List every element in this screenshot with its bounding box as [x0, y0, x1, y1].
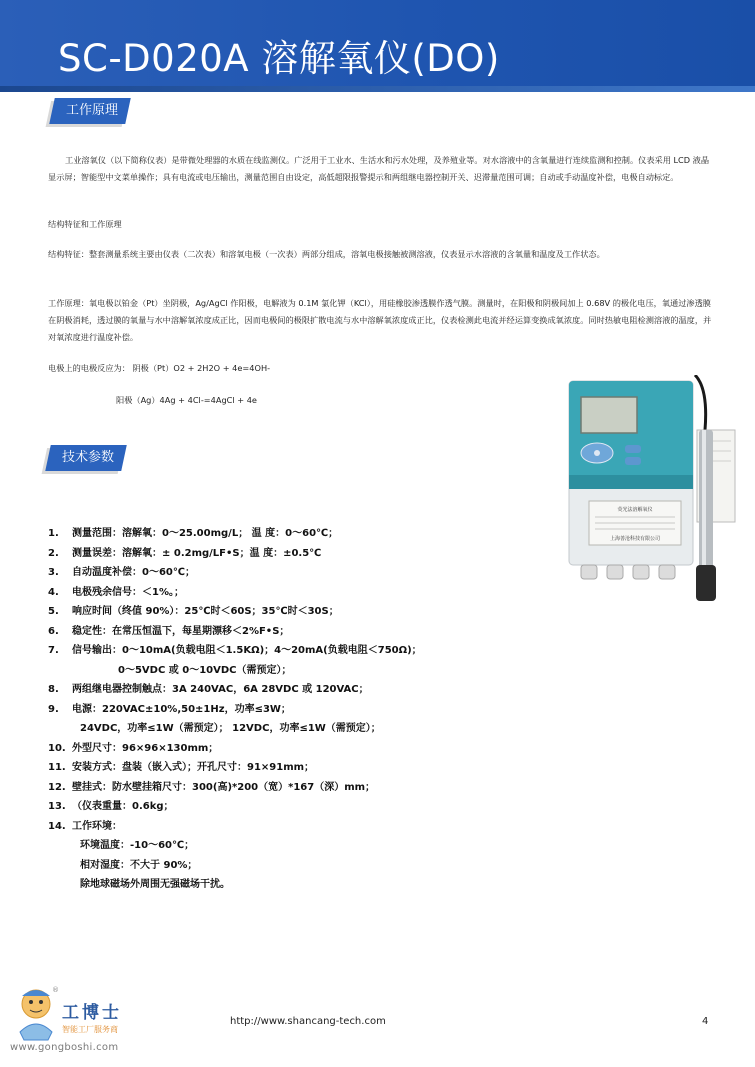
spec-number: 9.: [48, 703, 59, 715]
spec-list: [48, 524, 528, 895]
section-tag-principle-label: 工作原理: [66, 103, 119, 118]
spec-text: 测量误差：溶解氧：± 0.2mg/LF•S；温 度：±0.5℃: [72, 547, 322, 559]
environment-temperature: 环境温度：-10～60℃；: [80, 840, 195, 851]
spec-number: 8.: [48, 684, 59, 695]
spec-text: 电极残余信号：＜1%。；: [72, 586, 184, 598]
spec-text: 壁挂式：防水壁挂箱尺寸：300(高)*200（宽）*167（深）mm；: [72, 781, 376, 793]
spec-number: 14.: [48, 820, 66, 832]
spec-number: 12.: [48, 781, 66, 793]
nameplate-maker: 上海善沧科技有限公司: [609, 536, 661, 542]
menu-key: [625, 445, 641, 453]
cable-gland: [633, 565, 649, 579]
structure-paragraph: 结构特征：整套测量系统主要由仪表（二次表）和溶氧电极（一次表）两部分组成，溶氧电极接触被测溶液，仪表显示水溶液的含氧量和温度及工作状态。: [48, 249, 605, 259]
sensor-tip: [696, 565, 716, 601]
cable-gland: [659, 565, 675, 579]
section-tag-specs-label: 技术参数: [62, 450, 115, 465]
spec-text: 测量范围：溶解氧：0～25.00mg/L； 温 度：0～60℃；: [72, 528, 339, 539]
spec-number: 5.: [48, 606, 59, 617]
spec-text: 响应时间（终值 90%）：25℃时＜60S；35℃时＜30S；: [72, 606, 339, 617]
spec-text: 电源：220VAC±10%,50±1Hz，功率≤3W；: [72, 703, 291, 715]
spec-number: 11.: [48, 762, 66, 773]
spec-text: 信号输出：0～10mA(负载电阻＜1.5KΩ)；4～20mA(负载电阻＜750Ω)；: [72, 645, 422, 656]
page-title: SC-D020A 溶解氧仪(DO): [58, 37, 500, 80]
page-number: 4: [702, 1016, 709, 1027]
spec-item: [48, 544, 528, 564]
registered-mark: ®: [52, 986, 59, 994]
footer-url-link[interactable]: http://www.shancang-tech.com: [230, 1016, 386, 1027]
spec-item: [48, 602, 528, 622]
spec-text: （仪表重量：0.6kg；: [72, 801, 174, 812]
spec-item: [48, 680, 528, 700]
spec-item: [48, 797, 528, 817]
spec-number: 7.: [48, 645, 59, 656]
logo-url[interactable]: www.gongboshi.com: [10, 1042, 119, 1053]
enter-key: [625, 457, 641, 465]
spec-item: [48, 524, 528, 544]
sensor-cable: [695, 375, 706, 430]
spec-text: 工作环境：: [72, 820, 122, 832]
device-photo: [567, 375, 737, 605]
spec-number: 10.: [48, 742, 66, 754]
spec-continuation: 24VDC，功率≤1W（需预定）； 12VDC，功率≤1W（需预定）；: [80, 723, 381, 734]
structure-heading: 结构特征和工作原理: [48, 219, 122, 229]
spec-item: [48, 700, 528, 720]
cathode-reaction: 电极上的电极反应为： 阴极（Pt）O2 + 2H2O + 4e=4OH-: [48, 363, 271, 373]
spec-item: [48, 817, 528, 837]
spec-text: 安装方式：盘装（嵌入式）；开孔尺寸：91×91mm；: [72, 762, 315, 773]
spec-item: [48, 563, 528, 583]
anode-reaction: 阳极（Ag）4Ag + 4Cl-=4AgCl + 4e: [116, 395, 257, 405]
cable-gland: [581, 565, 597, 579]
spec-continuation: 0～5VDC 或 0～10VDC（需预定）；: [118, 664, 292, 676]
spec-number: 2.: [48, 547, 59, 559]
environment-humidity: 相对湿度：不大于 90%；: [80, 859, 198, 871]
spec-number: 4.: [48, 586, 59, 598]
section-tag-principle: [49, 98, 131, 124]
environment-magnetic: 除地球磁场外周围无强磁场干扰。: [80, 879, 230, 890]
spec-item: [48, 758, 528, 778]
logo-subtitle: 智能工厂服务商: [62, 1025, 118, 1034]
spec-number: 1.: [48, 528, 59, 539]
nameplate-title: 荧光法溶解氧仪: [617, 507, 653, 513]
spec-number: 6.: [48, 625, 59, 637]
spec-item: [48, 739, 528, 759]
intro-paragraph: 工业溶氧仪（以下简称仪表）是带微处理器的水质在线监测仪。广泛用于工业水、生活水和污水处理，及养殖业等。对水溶液中的含氧量进行连续监测和控制。仪表采用 LCD 液晶显示屏；智能型中文菜单操作；具有电流或电压输出，测量范围自由设定，高低超限报警提示和两组继电器控制开关、迟滞量范围可调；自动或手动温度补偿，电极自动标定。: [48, 155, 710, 182]
spec-number: 13.: [48, 801, 66, 812]
spec-item: [48, 583, 528, 603]
spec-text: 两组继电器控制触点：3A 240VAC，6A 28VDC 或 120VAC；: [72, 684, 369, 695]
spec-text: 稳定性：在常压恒温下，每星期漂移＜2%F•S；: [72, 625, 290, 637]
spec-text: 外型尺寸：96×96×130mm；: [72, 742, 219, 754]
section-tag-specs: [45, 445, 127, 471]
cable-gland: [607, 565, 623, 579]
spec-item: [48, 778, 528, 798]
principle-paragraph: 工作原理：氧电极以铂金（Pt）坐阴极，Ag/AgCl 作阳极，电解液为 0.1M 氯化钾（KCl），用硅橡胶渗透膜作透气膜。测量时，在阳极和阴极间加上 0.68V 的极化电压，氧通过渗透膜在阴极消耗，透过膜的氧量与水中溶解氧浓度成正比，因而电极间的极限扩散电流与水中溶解氧浓度成正比，仪表检测此电流并经运算变换成氧浓度。同时热敏电阻检测溶液的温度，并对氧浓度进行温度补偿。: [48, 298, 712, 342]
lcd-screen: [581, 397, 637, 433]
spec-item: [48, 641, 528, 661]
logo-brand: 工博士: [62, 1003, 122, 1023]
spec-number: 3.: [48, 567, 59, 578]
spec-item: [48, 622, 528, 642]
spec-text: 自动温度补偿：0～60℃；: [72, 567, 195, 578]
